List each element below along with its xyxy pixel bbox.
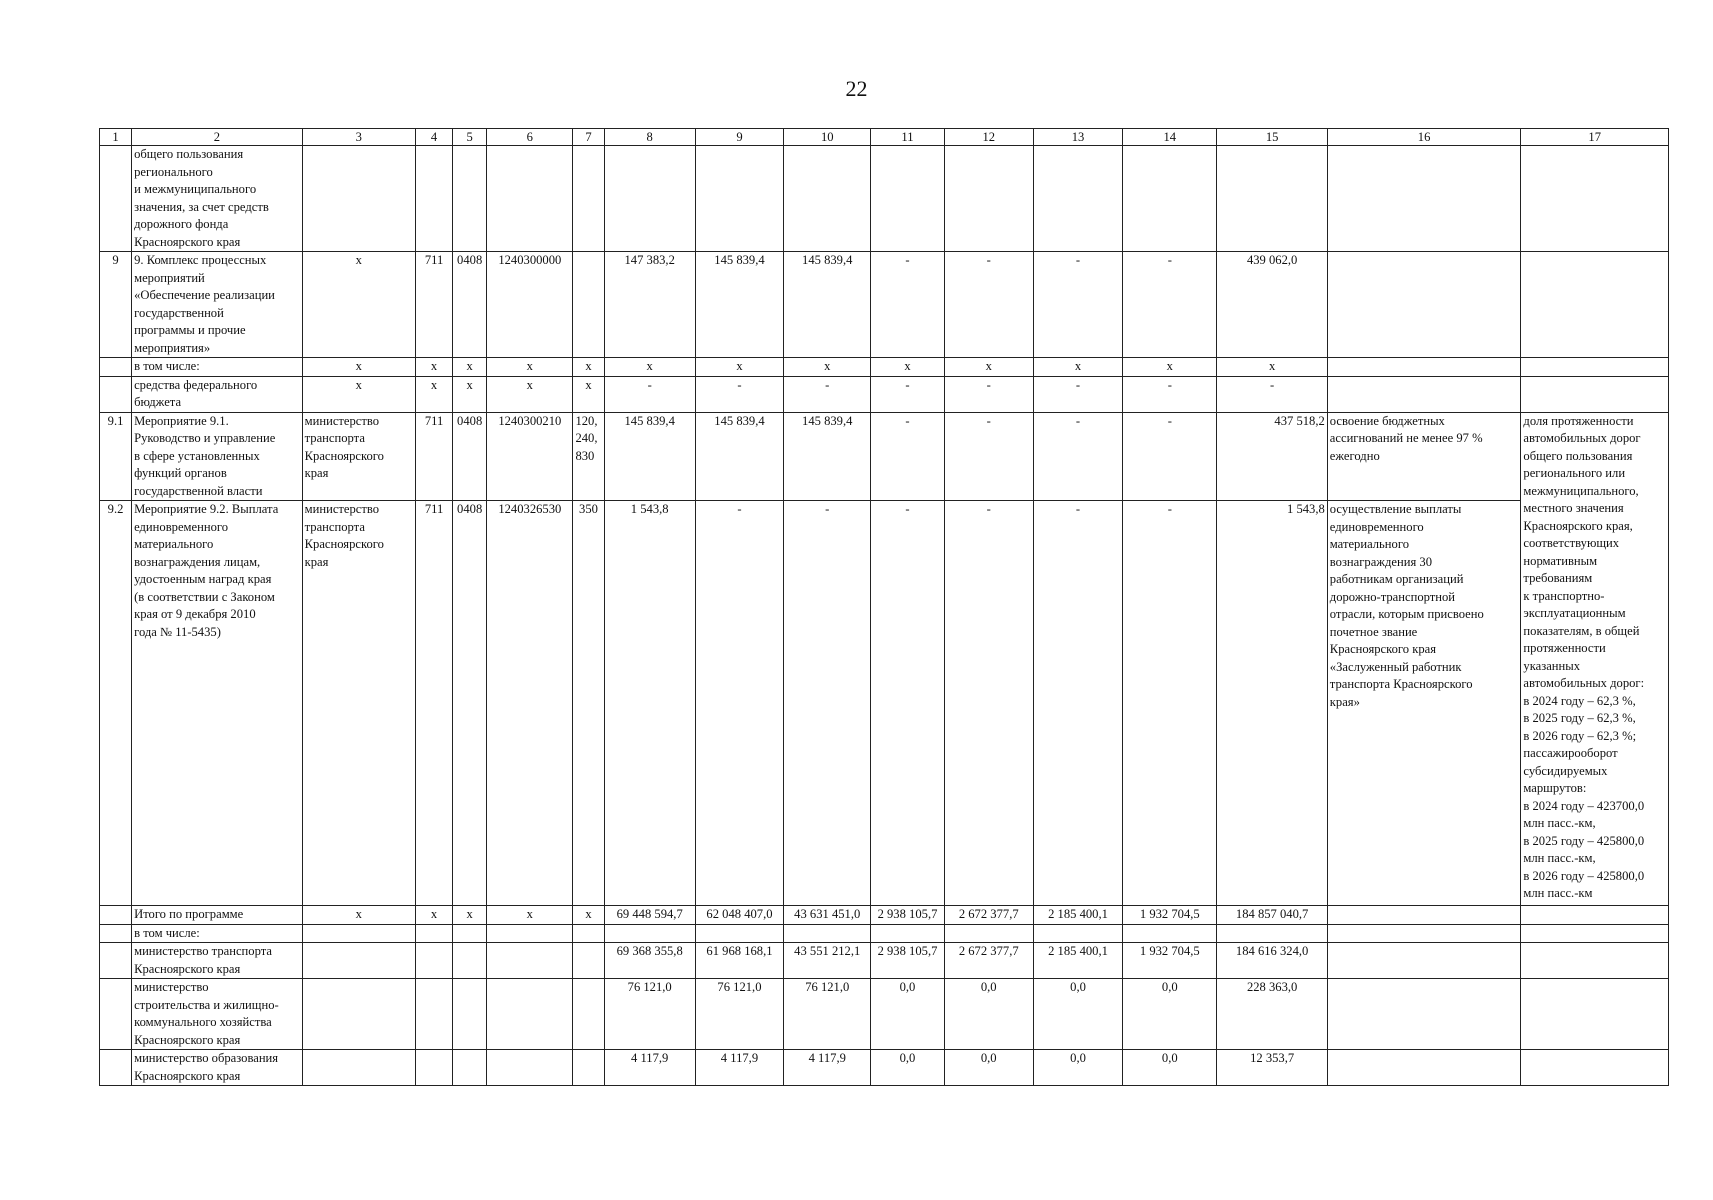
cell: 12 353,7 xyxy=(1217,1050,1327,1086)
header-cell: 13 xyxy=(1033,129,1122,146)
budget-table xyxy=(99,128,1669,1086)
row-name: 9. Комплекс процессных мероприятий «Обеспечение реализации государственной программы и прочие мероприятия» xyxy=(132,252,303,358)
row-name: Мероприятие 9.2. Выплата единовременного материального вознаграждения лицам, удостоенным наград края (в соответствии с Законом края от 9 декабря 2010 года № 11-5435) xyxy=(132,501,303,906)
table-row xyxy=(100,376,1669,412)
indicator-cell: доля протяженности автомобильных дорог общего пользования регионального или межмуниципального, местного значения Красноярского края, соответствующих нормативным требованиям к транспортно- эксплуатационным показателям, в общей протяженности указанных автомобильных дорог: в 2024 году – 62,3 %, в 2025 году – 62,3 %, в 2026 году – 62,3 %; пассажирооборот субсидируемых маршрутов: в 2024 году – 423700,0 млн пасс.-км, в 2025 году – 425800,0 млн пасс.-км, в 2026 году – 425800,0 млн пасс.-км xyxy=(1521,412,1669,906)
cell: 2 185 400,1 xyxy=(1033,943,1122,979)
cell: 0,0 xyxy=(871,1050,944,1086)
row-name: в том числе: xyxy=(132,924,303,943)
cell: - xyxy=(1123,376,1217,412)
cell: х xyxy=(487,906,573,925)
cell: х xyxy=(1123,358,1217,377)
total-row xyxy=(100,906,1669,925)
cell: освоение бюджетных ассигнований не менее 97 % ежегодно xyxy=(1327,412,1521,501)
cell: - xyxy=(784,376,871,412)
cell: 439 062,0 xyxy=(1217,252,1327,358)
header-cell: 14 xyxy=(1123,129,1217,146)
cell: 2 672 377,7 xyxy=(944,943,1033,979)
row-name: Итого по программе xyxy=(132,906,303,925)
header-cell: 16 xyxy=(1327,129,1521,146)
row-name: министерство образования Красноярского края xyxy=(132,1050,303,1086)
header-cell: 5 xyxy=(453,129,487,146)
cell: - xyxy=(1123,252,1217,358)
cell: х xyxy=(302,376,415,412)
cell: 1240300000 xyxy=(487,252,573,358)
cell: 0,0 xyxy=(1123,1050,1217,1086)
cell: - xyxy=(871,412,944,501)
cell: - xyxy=(944,412,1033,501)
cell: 76 121,0 xyxy=(695,979,783,1050)
cell: - xyxy=(695,376,783,412)
cell: 43 631 451,0 xyxy=(784,906,871,925)
cell: 145 839,4 xyxy=(784,252,871,358)
cell: х xyxy=(871,358,944,377)
header-cell: 7 xyxy=(573,129,604,146)
cell: х xyxy=(415,358,452,377)
cell: 350 xyxy=(573,501,604,906)
header-cell: 17 xyxy=(1521,129,1669,146)
cell: - xyxy=(1123,501,1217,906)
cell: х xyxy=(573,358,604,377)
header-cell: 9 xyxy=(695,129,783,146)
cell: 0,0 xyxy=(1123,979,1217,1050)
cell: х xyxy=(1217,358,1327,377)
cell: министерство транспорта Красноярского края xyxy=(302,412,415,501)
table-row xyxy=(100,943,1669,979)
row-name: средства федерального бюджета xyxy=(132,376,303,412)
page-number: 22 xyxy=(845,76,868,101)
header-cell: 12 xyxy=(944,129,1033,146)
cell: - xyxy=(1033,412,1122,501)
cell: 0408 xyxy=(453,501,487,906)
cell: х xyxy=(415,376,452,412)
cell: 711 xyxy=(415,252,452,358)
header-row xyxy=(100,129,1669,146)
cell: 2 185 400,1 xyxy=(1033,906,1122,925)
cell: х xyxy=(302,358,415,377)
table-row xyxy=(100,252,1669,358)
cell: 62 048 407,0 xyxy=(695,906,783,925)
header-cell: 6 xyxy=(487,129,573,146)
table-row xyxy=(100,501,1669,906)
cell: 4 117,9 xyxy=(784,1050,871,1086)
table-row xyxy=(100,146,1669,252)
cell: 0408 xyxy=(453,412,487,501)
cell: х xyxy=(453,906,487,925)
cell: - xyxy=(944,501,1033,906)
cell: 2 938 105,7 xyxy=(871,906,944,925)
cell: 228 363,0 xyxy=(1217,979,1327,1050)
cell: 145 839,4 xyxy=(604,412,695,501)
cell: 61 968 168,1 xyxy=(695,943,783,979)
row-name: министерство транспорта Красноярского края xyxy=(132,943,303,979)
cell: 1 543,8 xyxy=(1217,501,1327,906)
cell: х xyxy=(487,358,573,377)
cell: 1 932 704,5 xyxy=(1123,943,1217,979)
header-cell: 4 xyxy=(415,129,452,146)
cell: - xyxy=(1033,252,1122,358)
cell: - xyxy=(944,252,1033,358)
header-cell: 15 xyxy=(1217,129,1327,146)
cell: 43 551 212,1 xyxy=(784,943,871,979)
cell: - xyxy=(1033,376,1122,412)
cell: 184 616 324,0 xyxy=(1217,943,1327,979)
cell: 1 932 704,5 xyxy=(1123,906,1217,925)
cell: 4 117,9 xyxy=(604,1050,695,1086)
cell: х xyxy=(453,358,487,377)
header-cell: 10 xyxy=(784,129,871,146)
table-row xyxy=(100,979,1669,1050)
header-cell: 11 xyxy=(871,129,944,146)
row-number: 9.1 xyxy=(100,412,132,501)
header-cell: 3 xyxy=(302,129,415,146)
cell: х xyxy=(302,906,415,925)
table-row xyxy=(100,924,1669,943)
cell: - xyxy=(604,376,695,412)
cell: х xyxy=(415,906,452,925)
row-name: общего пользования регионального и межмуниципального значения, за счет средств дорожного фонда Красноярского края xyxy=(132,146,303,252)
cell: 147 383,2 xyxy=(604,252,695,358)
cell: 0,0 xyxy=(1033,1050,1122,1086)
cell: 0,0 xyxy=(944,979,1033,1050)
cell: 145 839,4 xyxy=(784,412,871,501)
cell: 1 543,8 xyxy=(604,501,695,906)
cell: 76 121,0 xyxy=(784,979,871,1050)
cell: х xyxy=(944,358,1033,377)
cell: х xyxy=(695,358,783,377)
cell: - xyxy=(871,501,944,906)
cell xyxy=(573,252,604,358)
cell: осуществление выплаты единовременного материального вознаграждения 30 работникам организаций дорожно-транспортной отрасли, которым присвоено почетное звание Красноярского края «Заслуженный работник транспорта Красноярского края» xyxy=(1327,501,1521,906)
cell: 69 448 594,7 xyxy=(604,906,695,925)
cell: 437 518,2 xyxy=(1217,412,1327,501)
cell: 1240326530 xyxy=(487,501,573,906)
cell: 0,0 xyxy=(1033,979,1122,1050)
cell: 69 368 355,8 xyxy=(604,943,695,979)
cell: - xyxy=(871,252,944,358)
cell: - xyxy=(1123,412,1217,501)
row-number xyxy=(100,146,132,252)
cell: 145 839,4 xyxy=(695,412,783,501)
row-name: Мероприятие 9.1. Руководство и управление в сфере установленных функций органов государственной власти xyxy=(132,412,303,501)
cell: х xyxy=(1033,358,1122,377)
cell: х xyxy=(604,358,695,377)
header-cell: 8 xyxy=(604,129,695,146)
cell: 0,0 xyxy=(944,1050,1033,1086)
cell: 184 857 040,7 xyxy=(1217,906,1327,925)
cell: х xyxy=(784,358,871,377)
cell xyxy=(1521,252,1669,358)
cell: - xyxy=(871,376,944,412)
cell: - xyxy=(784,501,871,906)
row-number: 9.2 xyxy=(100,501,132,906)
cell xyxy=(1327,252,1521,358)
cell: 711 xyxy=(415,412,452,501)
cell: 1240300210 xyxy=(487,412,573,501)
cell: 0,0 xyxy=(871,979,944,1050)
cell: - xyxy=(944,376,1033,412)
header-cell: 2 xyxy=(132,129,303,146)
cell: 145 839,4 xyxy=(695,252,783,358)
cell: 2 672 377,7 xyxy=(944,906,1033,925)
cell: 2 938 105,7 xyxy=(871,943,944,979)
table-row xyxy=(100,412,1669,501)
cell: 711 xyxy=(415,501,452,906)
cell: х xyxy=(573,376,604,412)
table-row xyxy=(100,358,1669,377)
cell: - xyxy=(1033,501,1122,906)
cell: министерство транспорта Красноярского края xyxy=(302,501,415,906)
cell: - xyxy=(1217,376,1327,412)
cell: 120, 240, 830 xyxy=(573,412,604,501)
cell: 4 117,9 xyxy=(695,1050,783,1086)
cell: х xyxy=(487,376,573,412)
row-number: 9 xyxy=(100,252,132,358)
cell: х xyxy=(302,252,415,358)
cell: х xyxy=(573,906,604,925)
header-cell: 1 xyxy=(100,129,132,146)
cell: х xyxy=(453,376,487,412)
cell: 76 121,0 xyxy=(604,979,695,1050)
row-name: в том числе: xyxy=(132,358,303,377)
row-name: министерство строительства и жилищно- коммунального хозяйства Красноярского края xyxy=(132,979,303,1050)
cell: 0408 xyxy=(453,252,487,358)
table-row xyxy=(100,1050,1669,1086)
cell: - xyxy=(695,501,783,906)
